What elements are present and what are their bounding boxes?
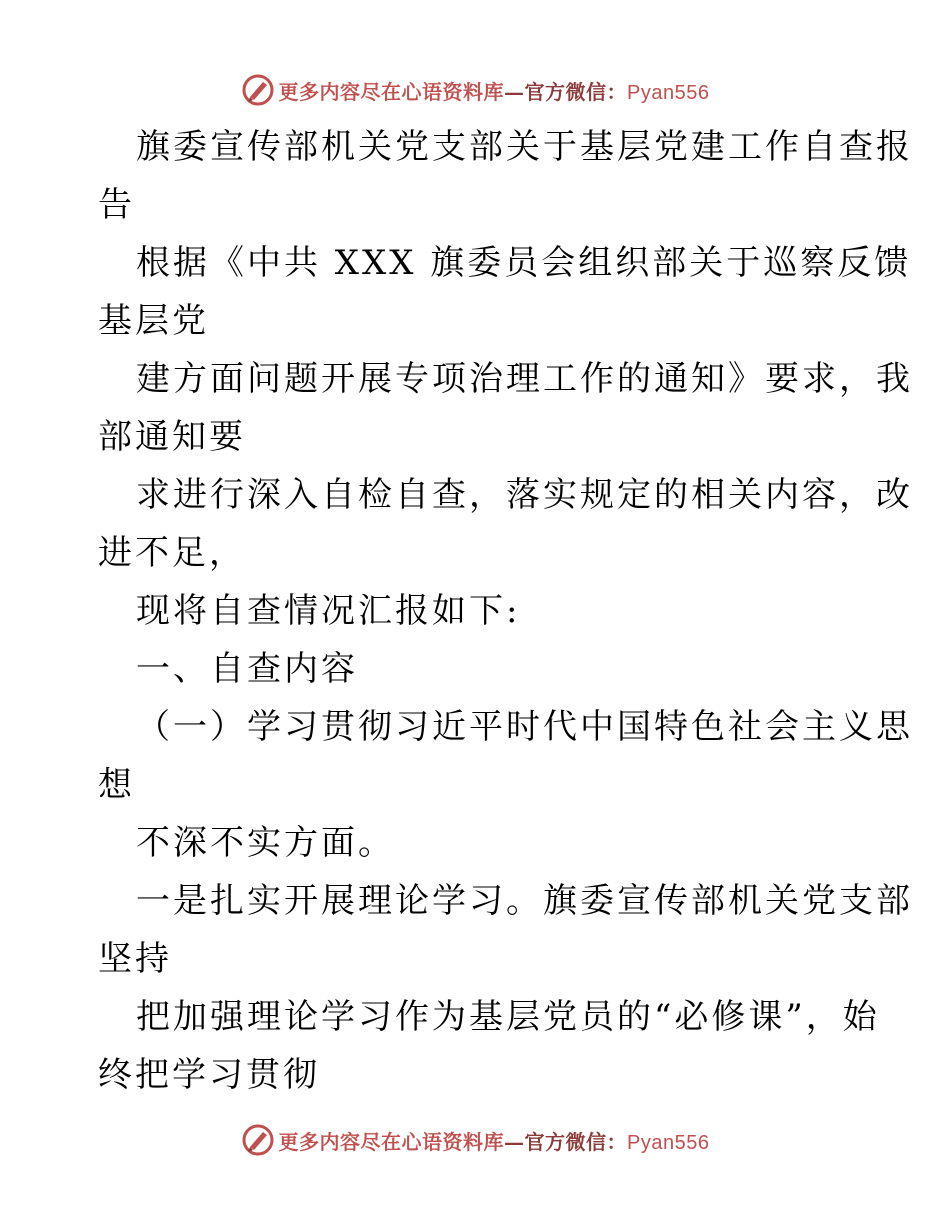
pen-logo-icon (241, 1123, 275, 1157)
text-line: （一）学习贯彻习近平时代中国特色社会主义思 (136, 707, 913, 747)
pen-logo-icon (241, 73, 275, 107)
watermark-text: 更多内容尽在心语资料库—官方微信：Pyan556 (278, 1129, 710, 1154)
text-line: 旗委宣传部机关党支部关于基层党建工作自查报 (136, 127, 913, 167)
text-line: 一是扎实开展理论学习。旗委宣传部机关党支部 (136, 881, 913, 921)
watermark-text: 更多内容尽在心语资料库—官方微信：Pyan556 (278, 79, 710, 104)
text-line: 一、自查内容 (136, 649, 358, 689)
text-line: 不深不实方面。 (136, 823, 395, 863)
text-line: 想 (98, 765, 135, 805)
text-line: 基层党 (98, 301, 209, 341)
document-body (98, 118, 913, 1104)
footer-watermark (0, 1120, 950, 1160)
text-line: 根据《中共 XXX 旗委员会组织部关于巡察反馈 (136, 243, 912, 283)
text-line: 告 (98, 185, 135, 225)
text-line: 建方面问题开展专项治理工作的通知》要求，我 (136, 359, 913, 399)
text-line: 部通知要 (98, 417, 246, 457)
text-line: 求进行深入自检自查，落实规定的相关内容，改 (136, 475, 913, 515)
text-line: 终把学习贯彻 (98, 1055, 320, 1095)
text-line: 坚持 (98, 939, 172, 979)
text-line: 把加强理论学习作为基层党员的“必修课”，始 (136, 997, 880, 1037)
text-line: 进不足， (98, 533, 246, 573)
header-watermark (0, 70, 950, 110)
text-line: 现将自查情况汇报如下: (136, 591, 521, 631)
